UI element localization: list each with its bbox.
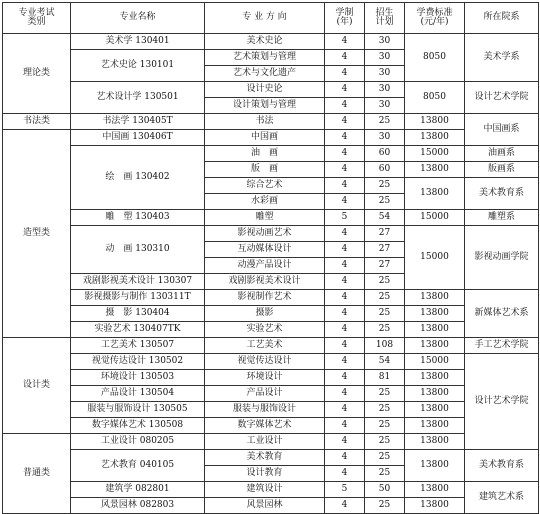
years-cell: 4 — [325, 466, 365, 482]
years-cell: 4 — [325, 450, 365, 466]
table-row — [3, 34, 539, 50]
tuition-cell: 13800 — [405, 386, 465, 402]
direction-cell: 雕塑 — [205, 210, 325, 226]
tuition-cell: 8050 — [405, 82, 465, 114]
table-row — [3, 450, 539, 466]
quota-cell: 25 — [365, 290, 405, 306]
direction-cell: 书法 — [205, 114, 325, 130]
major-cell: 美术学 130401 — [71, 34, 205, 50]
header-label: 专业考试 类别 — [18, 7, 55, 27]
tuition-cell: 13800 — [405, 290, 465, 306]
tuition-cell: 15000 — [405, 226, 465, 290]
quota-cell: 30 — [365, 98, 405, 114]
direction-cell: 工艺美术 — [205, 338, 325, 354]
direction-cell: 视觉传达设计 — [205, 354, 325, 370]
tuition-cell: 15000 — [405, 210, 465, 226]
table-row — [3, 322, 539, 338]
department-cell: 建筑艺术系 — [465, 482, 539, 514]
tuition-cell: 13800 — [405, 338, 465, 354]
years-cell: 4 — [325, 498, 365, 514]
major-cell: 中国画 130406T — [71, 130, 205, 146]
years-cell: 4 — [325, 162, 365, 178]
major-cell: 影视摄影与制作 130311T — [71, 290, 205, 306]
tuition-cell: 13800 — [405, 178, 465, 210]
quota-cell: 25 — [365, 498, 405, 514]
years-cell: 4 — [325, 258, 365, 274]
years-cell: 4 — [325, 98, 365, 114]
table-row — [3, 386, 539, 402]
major-cell: 数字媒体艺术 130508 — [71, 418, 205, 434]
category-cell: 书法类 — [3, 114, 71, 130]
years-cell: 4 — [325, 34, 365, 50]
direction-cell: 水彩画 — [205, 194, 325, 210]
tuition-cell: 15000 — [405, 354, 465, 370]
quota-cell: 25 — [365, 178, 405, 194]
major-cell: 建筑学 082801 — [71, 482, 205, 498]
years-cell: 4 — [325, 338, 365, 354]
table-row — [3, 354, 539, 370]
quota-cell: 30 — [365, 66, 405, 82]
header-cell — [325, 3, 365, 34]
header-label: 专 业 方 向 — [242, 12, 287, 23]
tuition-cell: 13800 — [405, 370, 465, 386]
quota-cell: 27 — [365, 226, 405, 242]
direction-cell: 艺术与文化遗产 — [205, 66, 325, 82]
major-cell: 艺术教育 040105 — [71, 450, 205, 482]
table-row — [3, 482, 539, 498]
header-label: 招生 计划 — [375, 7, 394, 27]
quota-cell: 60 — [365, 162, 405, 178]
header-cell — [365, 3, 405, 34]
major-cell: 书法学 130405T — [71, 114, 205, 130]
direction-cell: 环境设计 — [205, 370, 325, 386]
years-cell: 4 — [325, 242, 365, 258]
table-row — [3, 146, 539, 162]
table-row — [3, 418, 539, 434]
table-row — [3, 226, 539, 242]
department-cell: 中国画系 — [465, 114, 539, 146]
years-cell: 4 — [325, 66, 365, 82]
admission-plan-table — [2, 2, 539, 514]
category-cell: 理论类 — [3, 34, 71, 114]
quota-cell: 25 — [365, 322, 405, 338]
years-cell: 4 — [325, 226, 365, 242]
quota-cell: 27 — [365, 258, 405, 274]
years-cell: 4 — [325, 306, 365, 322]
direction-cell: 服装与服饰设计 — [205, 402, 325, 418]
table-row — [3, 498, 539, 514]
quota-cell: 27 — [365, 242, 405, 258]
header-label: 专业名称 — [119, 12, 156, 23]
years-cell: 4 — [325, 130, 365, 146]
major-cell: 工业设计 080205 — [71, 434, 205, 450]
header-row — [3, 3, 539, 34]
department-cell: 美术教育系 — [465, 178, 539, 210]
category-cell: 普通类 — [3, 434, 71, 514]
quota-cell: 25 — [365, 450, 405, 466]
direction-cell: 版 画 — [205, 162, 325, 178]
years-cell: 4 — [325, 146, 365, 162]
department-cell: 影视动画学院 — [465, 226, 539, 290]
major-cell: 服装与服饰设计 130505 — [71, 402, 205, 418]
quota-cell: 50 — [365, 482, 405, 498]
table-row — [3, 338, 539, 354]
tuition-cell: 13800 — [405, 434, 465, 450]
table-row — [3, 82, 539, 98]
header-cell — [71, 3, 205, 34]
table-row — [3, 290, 539, 306]
direction-cell: 设计史论 — [205, 82, 325, 98]
major-cell: 工艺美术 130507 — [71, 338, 205, 354]
tuition-cell: 13800 — [405, 162, 465, 178]
table-row — [3, 130, 539, 146]
major-cell: 动 画 130310 — [71, 226, 205, 274]
table-row — [3, 370, 539, 386]
header-label: 所在院系 — [483, 12, 520, 23]
direction-cell: 设计教育 — [205, 466, 325, 482]
direction-cell: 风景园林 — [205, 498, 325, 514]
direction-cell: 设计策划与管理 — [205, 98, 325, 114]
table-row — [3, 114, 539, 130]
header-cell — [3, 3, 71, 34]
header-cell — [465, 3, 539, 34]
quota-cell: 25 — [365, 386, 405, 402]
tuition-cell: 13800 — [405, 418, 465, 434]
major-cell: 艺术设计学 130501 — [71, 82, 205, 114]
quota-cell: 25 — [365, 466, 405, 482]
quota-cell: 25 — [365, 418, 405, 434]
direction-cell: 动漫产品设计 — [205, 258, 325, 274]
header-label: 学制 (年) — [335, 7, 354, 27]
years-cell: 4 — [325, 114, 365, 130]
major-cell: 艺术史论 130101 — [71, 50, 205, 82]
years-cell: 4 — [325, 290, 365, 306]
quota-cell: 54 — [365, 210, 405, 226]
tuition-cell: 15000 — [405, 146, 465, 162]
quota-cell: 25 — [365, 402, 405, 418]
department-cell: 美术教育系 — [465, 450, 539, 482]
years-cell: 4 — [325, 50, 365, 66]
major-cell: 风景园林 082803 — [71, 498, 205, 514]
direction-cell: 综合艺术 — [205, 178, 325, 194]
years-cell: 4 — [325, 178, 365, 194]
direction-cell: 影视制作艺术 — [205, 290, 325, 306]
department-cell: 雕塑系 — [465, 210, 539, 226]
years-cell: 4 — [325, 274, 365, 290]
quota-cell: 25 — [365, 194, 405, 210]
years-cell: 4 — [325, 354, 365, 370]
major-cell: 环境设计 130503 — [71, 370, 205, 386]
years-cell: 5 — [325, 482, 365, 498]
direction-cell: 互动媒体设计 — [205, 242, 325, 258]
quota-cell: 25 — [365, 306, 405, 322]
years-cell: 4 — [325, 322, 365, 338]
header-cell — [405, 3, 465, 34]
table-row — [3, 210, 539, 226]
direction-cell: 美术教育 — [205, 450, 325, 466]
years-cell: 4 — [325, 194, 365, 210]
tuition-cell: 13800 — [405, 450, 465, 482]
table-row — [3, 434, 539, 450]
years-cell: 4 — [325, 434, 365, 450]
major-cell: 实验艺术 130407TK — [71, 322, 205, 338]
major-cell: 视觉传达设计 130502 — [71, 354, 205, 370]
quota-cell: 81 — [365, 370, 405, 386]
quota-cell: 54 — [365, 354, 405, 370]
quota-cell: 25 — [365, 114, 405, 130]
years-cell: 5 — [325, 210, 365, 226]
direction-cell: 数字媒体艺术 — [205, 418, 325, 434]
department-cell: 设计艺术学院 — [465, 82, 539, 114]
department-cell: 新媒体艺术系 — [465, 290, 539, 338]
category-cell: 造型类 — [3, 130, 71, 338]
tuition-cell: 13800 — [405, 482, 465, 498]
header-cell — [205, 3, 325, 34]
years-cell: 4 — [325, 418, 365, 434]
direction-cell: 工业设计 — [205, 434, 325, 450]
quota-cell: 25 — [365, 434, 405, 450]
department-cell: 油画系 — [465, 146, 539, 162]
header-label: 学费标准 (元/年) — [416, 7, 453, 27]
tuition-cell: 13800 — [405, 498, 465, 514]
years-cell: 4 — [325, 370, 365, 386]
quota-cell: 108 — [365, 338, 405, 354]
category-cell: 设计类 — [3, 338, 71, 434]
department-cell: 手工艺术学院 — [465, 338, 539, 354]
department-cell: 版画系 — [465, 162, 539, 178]
department-cell: 美术学系 — [465, 34, 539, 82]
department-cell: 设计艺术学院 — [465, 354, 539, 450]
major-cell: 雕 塑 130403 — [71, 210, 205, 226]
tuition-cell: 13800 — [405, 402, 465, 418]
tuition-cell: 13800 — [405, 322, 465, 338]
years-cell: 4 — [325, 402, 365, 418]
quota-cell: 30 — [365, 50, 405, 66]
direction-cell: 戏剧影视美术设计 — [205, 274, 325, 290]
quota-cell: 30 — [365, 34, 405, 50]
direction-cell: 油 画 — [205, 146, 325, 162]
direction-cell: 产品设计 — [205, 386, 325, 402]
direction-cell: 影视动画艺术 — [205, 226, 325, 242]
table-row — [3, 306, 539, 322]
tuition-cell: 13800 — [405, 306, 465, 322]
quota-cell: 30 — [365, 82, 405, 98]
direction-cell: 中国画 — [205, 130, 325, 146]
major-cell: 产品设计 130504 — [71, 386, 205, 402]
direction-cell: 艺术策划与管理 — [205, 50, 325, 66]
direction-cell: 建筑设计 — [205, 482, 325, 498]
direction-cell: 摄影 — [205, 306, 325, 322]
quota-cell: 30 — [365, 130, 405, 146]
direction-cell: 美术史论 — [205, 34, 325, 50]
tuition-cell: 13800 — [405, 130, 465, 146]
direction-cell: 实验艺术 — [205, 322, 325, 338]
table-row — [3, 402, 539, 418]
tuition-cell: 13800 — [405, 114, 465, 130]
major-cell: 戏剧影视美术设计 130307 — [71, 274, 205, 290]
major-cell: 摄 影 130404 — [71, 306, 205, 322]
tuition-cell: 8050 — [405, 34, 465, 82]
quota-cell: 60 — [365, 146, 405, 162]
major-cell: 绘 画 130402 — [71, 146, 205, 210]
years-cell: 4 — [325, 82, 365, 98]
years-cell: 4 — [325, 386, 365, 402]
quota-cell: 25 — [365, 274, 405, 290]
